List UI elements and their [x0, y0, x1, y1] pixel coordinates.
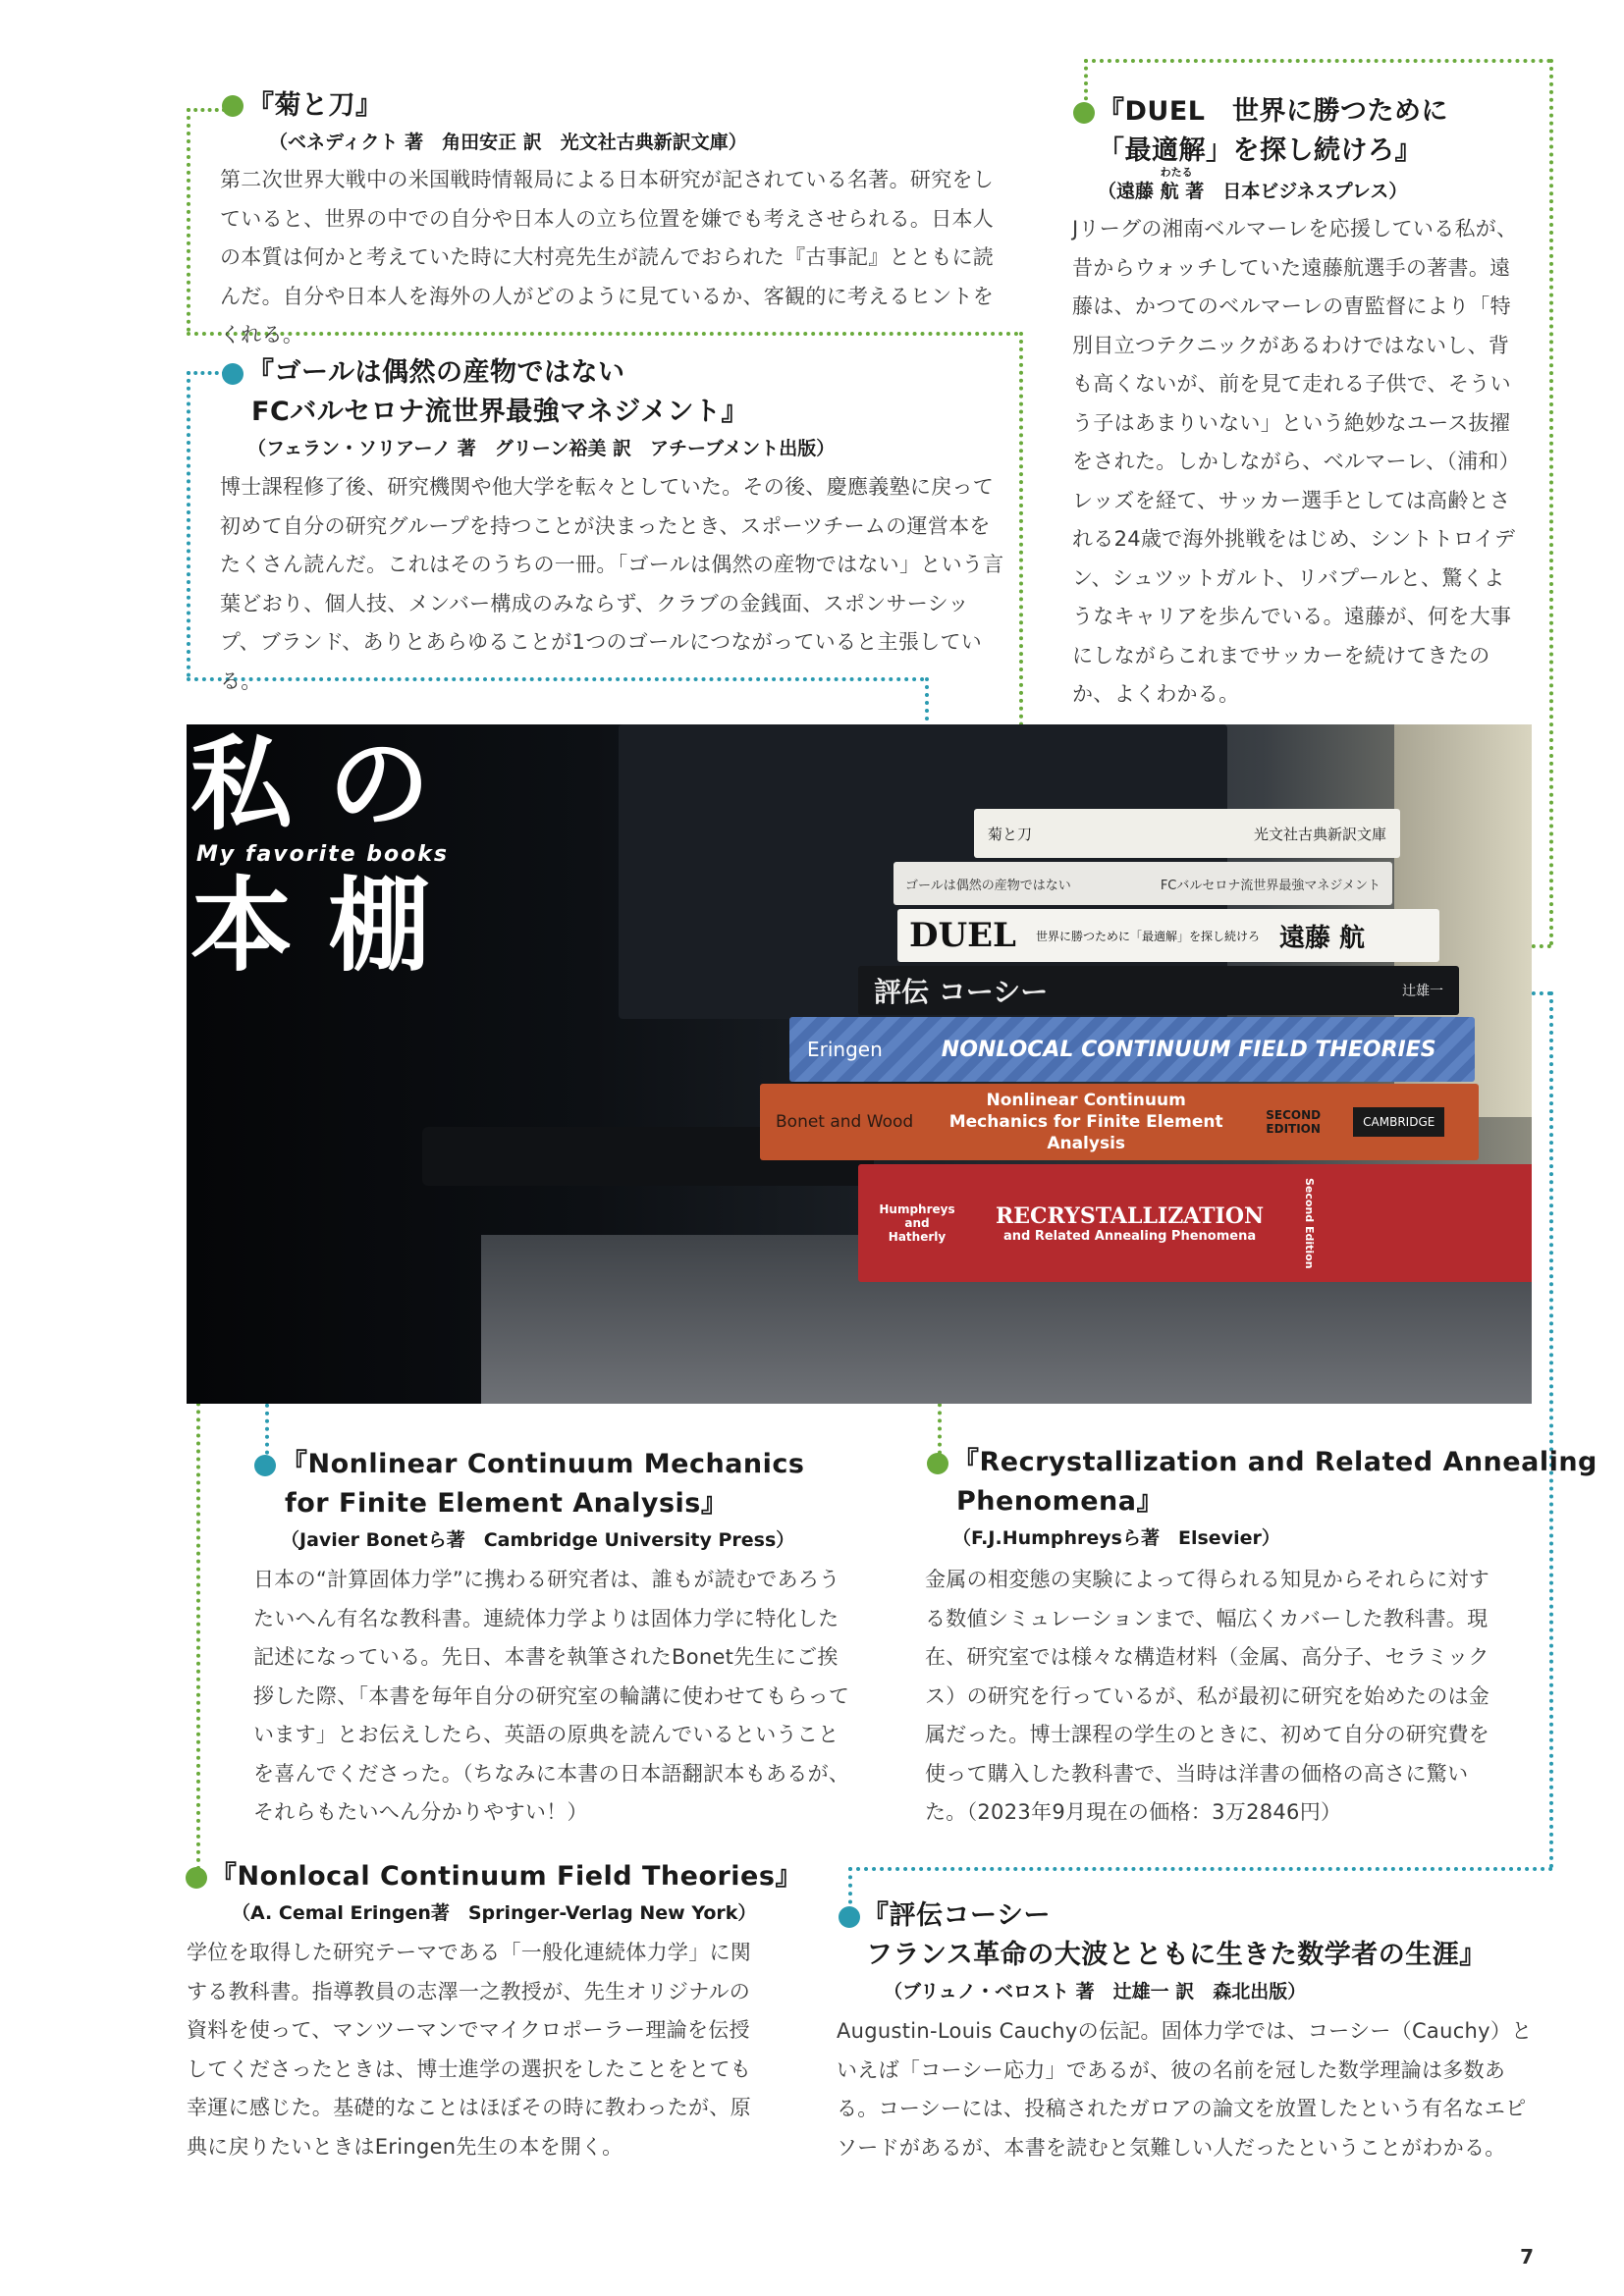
book-title: 『ゴールは偶然の産物ではない: [247, 357, 625, 388]
ruby-text: [1160, 166, 1193, 202]
book-spine-recrystallization: [858, 1164, 1532, 1282]
bullet-dot: [222, 363, 244, 385]
book-title-line2: Phenomena』: [956, 1486, 1164, 1517]
book-spine-duel: [897, 909, 1439, 962]
book-title: 『Nonlocal Continuum Field Theories』: [210, 1861, 802, 1892]
book-title: 『評伝コーシー: [862, 1900, 1051, 1931]
book-meta: （ブリュノ・ベロスト 著 辻雄一 訳 森北出版）: [884, 1981, 1307, 2002]
meta-text: 著 日本ビジネスプレス）: [1178, 181, 1408, 202]
spine-title: DUEL: [909, 916, 1016, 955]
bullet-dot: [186, 1867, 207, 1889]
book-title-line2: フランス革命の大波とともに生きた数学者の生涯』: [866, 1940, 1487, 1970]
connector-line: [1084, 59, 1088, 108]
book-description: 博士課程修了後、研究機関や他大学を転々としていた。その後、慶應義塾に戻って初めて自分の研究グループを持つことが決まったとき、スポーツチームの運営本をたくさん読んだ。これはそのうちの一冊。「ゴールは偶然の産物ではない」という言葉どおり、個人技、メンバー構成のみならず、クラブの金銭面、スポンサーシップ、ブランド、ありとあらゆることが1つのゴールにつながっていると主張している。: [220, 475, 1004, 693]
spine-publisher: CAMBRIDGE: [1353, 1107, 1444, 1137]
book-description: 日本の“計算固体力学”に携わる研究者は、誰もが読むであろうたいへん有名な教科書。連続体力学よりは固体力学に特化した記述になっている。先日、本書を執筆されたBonet先生にご挨拶した際、「本書を毎年自分の研究室の輪講に使わせてもらっています」とお伝えしたら、英語の原典を読んでいるということを喜んでくださった。（ちなみに本書の日本語翻訳本もあるが、それらもたいへん分かりやすい！）: [253, 1568, 850, 1824]
spine-edition: SECOND EDITION: [1266, 1108, 1322, 1136]
connector-line: [187, 371, 226, 375]
book-meta: [1098, 166, 1510, 208]
book-description: 学位を取得した研究テーマである「一般化連続体力学」に関する教科書。指導教員の志澤一之教授が、先生オリジナルの資料を使って、マンツーマンでマイクロポーラー理論を伝授してくださったときは、博士進学の選択をしたことをとても幸運に感じた。基礎的なことはほぼその時に教わったが、原典に戻りたいときはEringen先生の本を開く。: [187, 1941, 752, 2159]
book-description: 金属の相変態の実験によって得られる知見からそれらに対する数値シミュレーションまで、幅広くカバーした教科書。現在、研究室では様々な構造材料（金属、高分子、セラミックス）の研究を行っているが、私が最初に研究を始めたのは金属だった。博士課程の学生のときに、初めて自分の研究費を使って購入した教科書で、当時は洋書の価格の高さに驚いた。（2023年9月現在の価格：3万2846円）: [925, 1568, 1490, 1824]
book-title: 『菊と刀』: [247, 90, 383, 121]
book-meta: （ベネディクト 著 角田安正 訳 光文社古典新訳文庫）: [269, 132, 747, 153]
book-meta: （フェラン・ソリアーノ 著 グリーン裕美 訳 アチーブメント出版）: [247, 438, 836, 459]
book-title: 『Nonlinear Continuum Mechanics: [281, 1449, 805, 1479]
book-title: 『Recrystallization and Related Annealing: [952, 1447, 1597, 1477]
heading-subtitle: My favorite books: [196, 842, 449, 867]
ruby-base: 航: [1160, 181, 1179, 202]
spine-subtitle: FCバルセロナ流世界最強マネジメント: [1160, 878, 1380, 893]
book-title-line2: 「最適解」を探し続けろ』: [1098, 135, 1422, 166]
connector-line: [1084, 59, 1551, 63]
book-entry-recrystallization: [952, 1443, 1597, 1555]
book-spine-goal: [893, 862, 1392, 905]
page-number: 7: [1520, 2245, 1534, 2269]
spine-author: Eringen: [807, 1038, 883, 1061]
spine-author: 辻雄一: [1402, 984, 1443, 999]
book-title: 『DUEL 世界に勝つために: [1098, 96, 1448, 127]
book-title-line2: for Finite Element Analysis』: [285, 1488, 729, 1519]
spine-title: RECRYSTALLIZATION: [996, 1202, 1265, 1229]
connector-line: [187, 371, 190, 677]
bullet-dot: [222, 95, 244, 117]
spine-title: 菊と刀: [988, 825, 1033, 843]
spine-edition: Second Edition: [1303, 1177, 1317, 1269]
spine-publisher: 光文社古典新訳文庫: [1253, 825, 1386, 843]
meta-text: （遠藤: [1098, 181, 1161, 202]
book-description: Augustin-Louis Cauchyの伝記。固体力学では、コーシー（Cauchy）といえば「コーシー応力」であるが、彼の名前を冠した数学理論は多数ある。コーシーには、投稿されたガロアの論文を放置したという有名なエピソードがあるが、本書を読むと気難しい人だったということがわかる。: [837, 2019, 1533, 2160]
book-spine-kiku: [974, 809, 1400, 858]
spine-title: 評伝 コーシー: [874, 976, 1049, 1008]
spine-subtitle: and Related Annealing Phenomena: [1002, 1228, 1257, 1244]
book-entry-goal: [247, 353, 1013, 465]
bullet-dot: [1073, 102, 1095, 124]
spine-title: ゴールは偶然の産物ではない: [905, 878, 1071, 893]
book-description: 第二次世界大戦中の米国戦時情報局による日本研究が記されている名著。研究をしていると、世界の中での自分や日本人の立ち位置を嫌でも考えさせられる。日本人の本質は何かと考えていた時に大村亮先生が読んでおられた『古事記』とともに読んだ。自分や日本人を海外の人がどのように見ているか、客観的に考えるヒントをくれる。: [220, 168, 995, 347]
bookshelf-photo: [187, 724, 1532, 1404]
book-description: Jリーグの湘南ベルマーレを応援している私が、昔からウォッチしていた遠藤航選手の著書。遠藤は、かつてのベルマーレの曺監督により「特別目立つテクニックがあるわけではないし、背も高くないが、前を見て走れる子供で、そういう子はあまりいない」という絶妙なユース抜擢をされた。しかしながら、ベルマーレ、（浦和）レッズを経て、サッカー選手としては高齢とされる24歳で海外挑戦をはじめ、シントトロイデン、シュツットガルト、リバプールと、驚くようなキャリアを歩んでいる。遠藤が、何を大事にしながらこれまでサッカーを続けてきたのか、よくわかる。: [1072, 217, 1520, 706]
connector-line: [187, 108, 190, 332]
book-spine-bonet: [760, 1084, 1479, 1160]
connector-line: [1019, 332, 1023, 766]
spine-title-block: [996, 1203, 1264, 1244]
book-entry-eringen: [210, 1857, 819, 1930]
connector-line: [187, 108, 226, 112]
bullet-dot: [839, 1906, 860, 1928]
spine-author: Humphreys and Hatherly: [879, 1202, 955, 1244]
book-entry-duel: [1098, 92, 1510, 208]
heading-line1: 私の: [190, 724, 466, 844]
spine-title: Nonlinear Continuum Mechanics for Finite Element Analysis: [948, 1091, 1223, 1153]
connector-line: [1549, 59, 1553, 946]
connector-line: [1549, 991, 1553, 1869]
book-entry-cauchy: [862, 1896, 1549, 2008]
heading-line2: 本棚: [190, 866, 466, 986]
book-meta: （A. Cemal Eringen著 Springer-Verlag New York）: [232, 1902, 757, 1924]
book-meta: （F.J.Humphreysら著 Elsevier）: [952, 1527, 1280, 1549]
book-title-line2: FCバルセロナ流世界最強マネジメント』: [251, 397, 748, 427]
book-spine-cauchy: [858, 966, 1459, 1015]
spine-author: 遠藤 航: [1278, 923, 1366, 953]
spine-author: Bonet and Wood: [776, 1112, 914, 1132]
book-meta: （Javier Bonetら著 Cambridge University Press）: [281, 1529, 795, 1551]
spine-title: NONLOCAL CONTINUUM FIELD THEORIES: [941, 1037, 1436, 1062]
connector-line: [848, 1867, 1553, 1871]
bullet-dot: [927, 1453, 948, 1474]
book-entry-kiku-to-katana: [247, 86, 1013, 159]
book-entry-bonet: [281, 1445, 890, 1557]
spine-subtitle: 世界に勝つために「最適解」を探し続けろ: [1035, 929, 1260, 943]
bullet-dot: [254, 1455, 276, 1476]
ruby-reading: わたる: [1160, 166, 1193, 179]
book-spine-eringen: [789, 1017, 1475, 1082]
